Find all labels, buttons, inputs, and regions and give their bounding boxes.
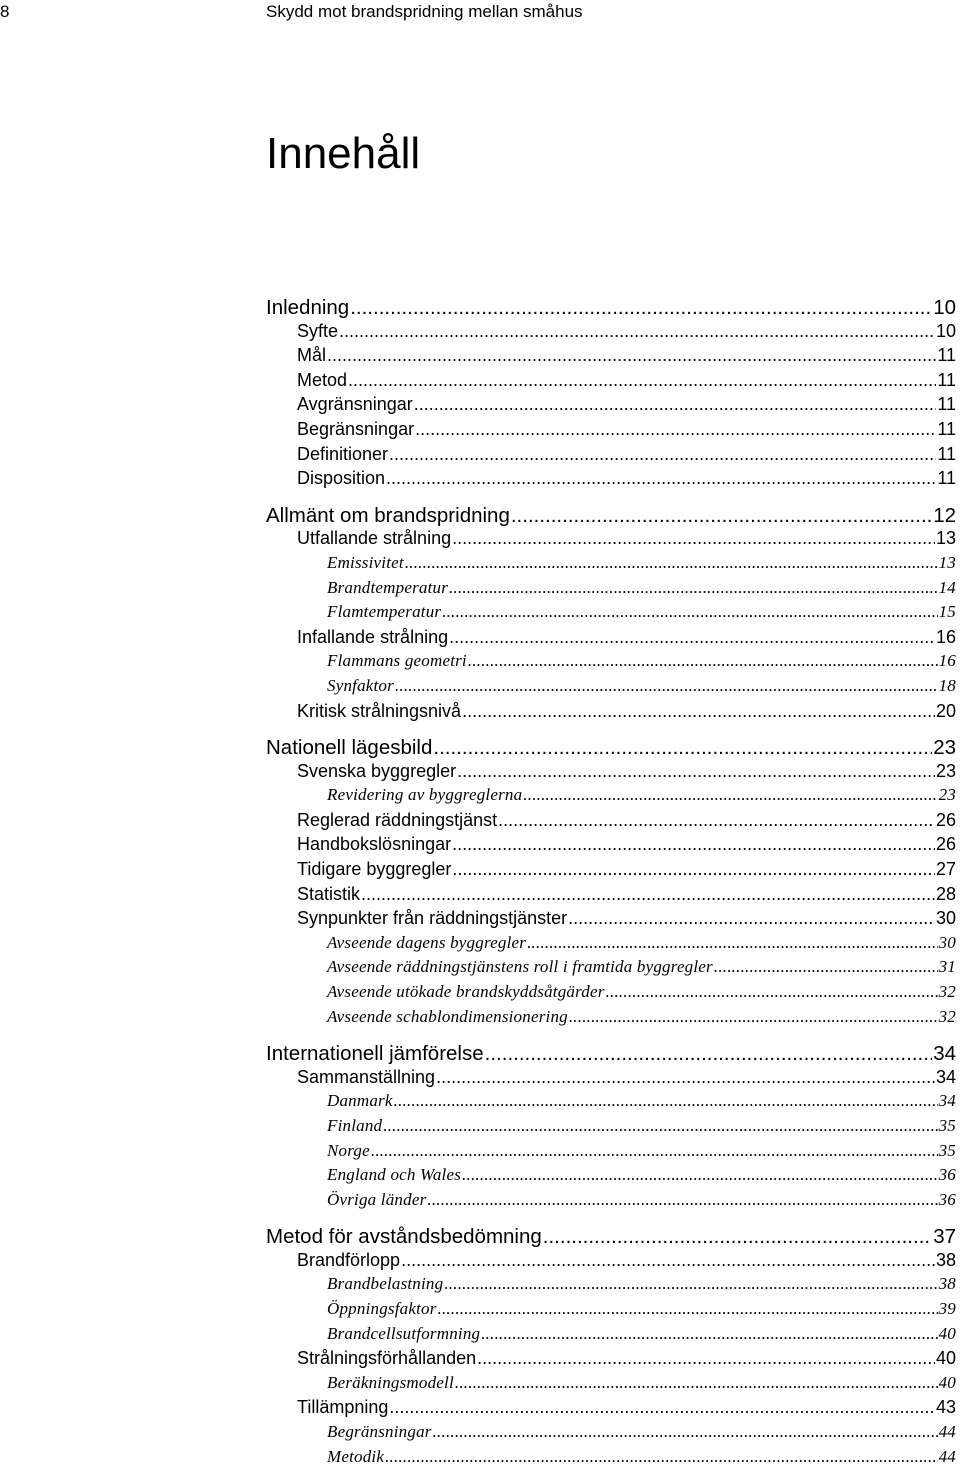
dot-leader bbox=[449, 627, 935, 648]
toc-entry-page-number: 31 bbox=[938, 957, 956, 976]
toc-entry[interactable] bbox=[297, 1250, 956, 1271]
dot-leader bbox=[442, 602, 937, 622]
toc-entry-label: Inledning bbox=[266, 296, 350, 319]
toc-entry-page-number: 10 bbox=[935, 321, 956, 341]
toc-entry[interactable] bbox=[266, 1042, 956, 1066]
toc-entry[interactable] bbox=[327, 676, 956, 696]
toc-entry-page-number: 30 bbox=[935, 908, 956, 928]
toc-entry-page-number: 11 bbox=[937, 345, 956, 365]
dot-leader bbox=[714, 957, 938, 977]
toc-entry-page-number: 39 bbox=[938, 1299, 956, 1318]
toc-entry-page-number: 12 bbox=[933, 504, 956, 527]
dot-leader bbox=[468, 651, 938, 671]
toc-entry[interactable] bbox=[297, 1348, 956, 1369]
toc-entry-page-number: 35 bbox=[938, 1116, 956, 1135]
toc-entry[interactable] bbox=[327, 578, 956, 598]
toc-entry[interactable] bbox=[327, 1190, 956, 1210]
dot-leader bbox=[462, 1165, 938, 1185]
toc-entry[interactable] bbox=[327, 553, 956, 573]
dot-leader bbox=[339, 321, 935, 342]
dot-leader bbox=[395, 676, 938, 696]
dot-leader bbox=[415, 419, 936, 440]
dot-leader bbox=[449, 578, 938, 598]
toc-entry-label: Avseende schablondimensionering bbox=[327, 1007, 568, 1026]
toc-entry-label: Begränsningar bbox=[327, 1422, 432, 1441]
toc-entry-label: Brandtemperatur bbox=[327, 578, 449, 597]
toc-entry-page-number: 32 bbox=[938, 1007, 956, 1026]
toc-entry-label: Synfaktor bbox=[327, 676, 394, 695]
dot-leader bbox=[606, 982, 938, 1002]
toc-entry[interactable] bbox=[327, 785, 956, 805]
toc-entry[interactable] bbox=[327, 957, 956, 977]
toc-entry[interactable] bbox=[297, 908, 956, 929]
toc-entry[interactable] bbox=[297, 394, 956, 415]
dot-leader bbox=[414, 394, 937, 415]
toc-entry-label: Övriga länder bbox=[327, 1190, 427, 1209]
toc-entry-label: Synpunkter från räddningstjänster bbox=[297, 908, 568, 928]
dot-leader bbox=[433, 1422, 938, 1442]
toc-entry-label: Nationell lägesbild bbox=[266, 736, 433, 759]
toc-entry[interactable] bbox=[266, 296, 956, 320]
toc-entry[interactable] bbox=[327, 1447, 956, 1467]
toc-entry-page-number: 23 bbox=[938, 785, 956, 804]
toc-entry-label: Brandbelastning bbox=[327, 1274, 444, 1293]
toc-entry-page-number: 30 bbox=[938, 933, 956, 952]
dot-leader bbox=[498, 810, 935, 831]
toc-entry-label: Brandcellsutformning bbox=[327, 1324, 481, 1343]
toc-entry-page-number: 40 bbox=[938, 1373, 956, 1392]
toc-entry-label: Avseende räddningstjänstens roll i framtida byggregler bbox=[327, 957, 713, 976]
toc-entry-page-number: 37 bbox=[933, 1225, 956, 1248]
toc-entry[interactable] bbox=[297, 370, 956, 391]
toc-entry-page-number: 10 bbox=[933, 296, 956, 319]
toc-entry[interactable] bbox=[297, 1067, 956, 1088]
dot-leader bbox=[389, 1397, 935, 1418]
dot-leader bbox=[455, 1373, 938, 1393]
toc-entry-label: Flamtemperatur bbox=[327, 602, 442, 621]
toc-entry-label: England och Wales bbox=[327, 1165, 462, 1184]
dot-leader bbox=[481, 1324, 937, 1344]
toc-entry-label: Avseende utökade brandskyddsåtgärder bbox=[327, 982, 605, 1001]
toc-entry-label: Reglerad räddningstjänst bbox=[297, 810, 498, 830]
dot-leader bbox=[348, 370, 936, 391]
toc-entry-page-number: 34 bbox=[938, 1091, 956, 1110]
toc-entry[interactable] bbox=[297, 884, 956, 905]
toc-entry-label: Beräkningsmodell bbox=[327, 1373, 454, 1392]
toc-entry-label: Utfallande strålning bbox=[297, 528, 452, 548]
toc-entry-page-number: 38 bbox=[938, 1274, 956, 1293]
toc-entry-label: Flammans geometri bbox=[327, 651, 467, 670]
toc-entry-label: Tillämpning bbox=[297, 1397, 389, 1417]
toc-entry-label: Avgränsningar bbox=[297, 394, 413, 414]
toc-entry-label: Svenska byggregler bbox=[297, 761, 457, 781]
toc-entry[interactable] bbox=[327, 1141, 956, 1161]
toc-entry-page-number: 43 bbox=[935, 1397, 956, 1417]
toc-entry-page-number: 36 bbox=[938, 1165, 956, 1184]
dot-leader bbox=[477, 1348, 935, 1369]
dot-leader bbox=[452, 834, 935, 855]
toc-entry-page-number: 28 bbox=[935, 884, 956, 904]
toc-entry-page-number: 35 bbox=[938, 1141, 956, 1160]
toc-entry-page-number: 26 bbox=[935, 834, 956, 854]
dot-leader bbox=[383, 1116, 937, 1136]
toc-entry-label: Revidering av byggreglerna bbox=[327, 785, 523, 804]
toc-entry-page-number: 13 bbox=[938, 553, 956, 572]
toc-entry-page-number: 11 bbox=[937, 444, 956, 464]
dot-leader bbox=[511, 504, 932, 528]
toc-entry-label: Metod bbox=[297, 370, 348, 390]
toc-entry-page-number: 23 bbox=[935, 761, 956, 781]
toc-entry[interactable] bbox=[297, 761, 956, 782]
toc-entry[interactable] bbox=[327, 1324, 956, 1344]
running-header: Skydd mot brandspridning mellan småhus bbox=[266, 2, 583, 21]
toc-entry-page-number: 40 bbox=[935, 1348, 956, 1368]
toc-entry-page-number: 34 bbox=[933, 1042, 956, 1065]
toc-entry-label: Definitioner bbox=[297, 444, 389, 464]
toc-entry-page-number: 16 bbox=[938, 651, 956, 670]
toc-entry[interactable] bbox=[266, 504, 956, 528]
toc-entry-page-number: 27 bbox=[935, 859, 956, 879]
toc-entry-label: Danmark bbox=[327, 1091, 393, 1110]
toc-entry-label: Statistik bbox=[297, 884, 361, 904]
dot-leader bbox=[386, 468, 936, 489]
dot-leader bbox=[361, 884, 935, 905]
dot-leader bbox=[436, 1067, 935, 1088]
page-title: Innehåll bbox=[266, 129, 421, 178]
dot-leader bbox=[568, 908, 935, 929]
toc-entry[interactable] bbox=[297, 468, 956, 489]
dot-leader bbox=[438, 1299, 938, 1319]
dot-leader bbox=[543, 1225, 932, 1249]
toc-entry[interactable] bbox=[327, 1007, 956, 1027]
toc-entry-page-number: 36 bbox=[938, 1190, 956, 1209]
dot-leader bbox=[527, 933, 938, 953]
toc-entry-page-number: 40 bbox=[938, 1324, 956, 1343]
toc-entry[interactable] bbox=[297, 321, 956, 342]
toc-entry[interactable] bbox=[297, 810, 956, 831]
toc-entry-page-number: 11 bbox=[937, 419, 956, 439]
toc-entry-page-number: 34 bbox=[935, 1067, 956, 1087]
toc-entry[interactable] bbox=[327, 933, 956, 953]
toc-entry[interactable] bbox=[297, 834, 956, 855]
toc-entry-label: Sammanställning bbox=[297, 1067, 436, 1087]
dot-leader bbox=[452, 859, 935, 880]
toc-entry-page-number: 38 bbox=[935, 1250, 956, 1270]
toc-entry[interactable] bbox=[327, 1373, 956, 1393]
toc-entry[interactable] bbox=[297, 419, 956, 440]
toc-entry-page-number: 26 bbox=[935, 810, 956, 830]
toc-entry[interactable] bbox=[297, 627, 956, 648]
toc-entry-page-number: 20 bbox=[935, 701, 956, 721]
toc-entry-label: Avseende dagens byggregler bbox=[327, 933, 527, 952]
toc-entry-label: Infallande strålning bbox=[297, 627, 449, 647]
toc-entry[interactable] bbox=[297, 345, 956, 366]
dot-leader bbox=[350, 296, 932, 320]
dot-leader bbox=[433, 736, 932, 760]
toc-entry-label: Allmänt om brandspridning bbox=[266, 504, 510, 527]
dot-leader bbox=[327, 345, 936, 366]
toc-entry-label: Metodik bbox=[327, 1447, 385, 1466]
dot-leader bbox=[452, 528, 935, 549]
toc-entry-page-number: 15 bbox=[938, 602, 956, 621]
toc-entry-page-number: 44 bbox=[938, 1447, 956, 1466]
dot-leader bbox=[371, 1141, 938, 1161]
dot-leader bbox=[462, 701, 935, 722]
toc-entry-label: Internationell jämförelse bbox=[266, 1042, 484, 1065]
toc-entry-label: Strålningsförhållanden bbox=[297, 1348, 477, 1368]
toc-entry[interactable] bbox=[297, 859, 956, 880]
toc-entry[interactable] bbox=[266, 1225, 956, 1249]
toc-entry[interactable] bbox=[327, 1299, 956, 1319]
toc-entry-page-number: 11 bbox=[937, 370, 956, 390]
toc-entry-page-number: 44 bbox=[938, 1422, 956, 1441]
toc-entry-label: Öppningsfaktor bbox=[327, 1299, 437, 1318]
dot-leader bbox=[485, 1042, 933, 1066]
dot-leader bbox=[457, 761, 935, 782]
toc-entry-label: Syfte bbox=[297, 321, 339, 341]
dot-leader bbox=[427, 1190, 937, 1210]
toc-entry[interactable] bbox=[327, 1091, 956, 1111]
toc-entry[interactable] bbox=[297, 528, 956, 549]
toc-entry-label: Tidigare byggregler bbox=[297, 859, 452, 879]
toc-entry-page-number: 13 bbox=[935, 528, 956, 548]
toc-entry-label: Emissivitet bbox=[327, 553, 404, 572]
toc-entry[interactable] bbox=[327, 602, 956, 622]
dot-leader bbox=[401, 1250, 935, 1271]
toc-entry-label: Disposition bbox=[297, 468, 386, 488]
toc-entry-label: Norge bbox=[327, 1141, 370, 1160]
page-number: 8 bbox=[0, 2, 10, 21]
toc-entry-page-number: 14 bbox=[938, 578, 956, 597]
toc-entry-page-number: 16 bbox=[935, 627, 956, 647]
toc-entry-label: Begränsningar bbox=[297, 419, 415, 439]
dot-leader bbox=[569, 1007, 938, 1027]
toc-entry[interactable] bbox=[297, 1397, 956, 1418]
toc-entry[interactable] bbox=[327, 651, 956, 671]
toc-entry-label: Handbokslösningar bbox=[297, 834, 452, 854]
toc-entry[interactable] bbox=[327, 1422, 956, 1442]
toc-entry[interactable] bbox=[297, 444, 956, 465]
dot-leader bbox=[394, 1091, 938, 1111]
dot-leader bbox=[405, 553, 938, 573]
toc-entry-label: Mål bbox=[297, 345, 327, 365]
toc-entry-label: Kritisk strålningsnivå bbox=[297, 701, 462, 721]
dot-leader bbox=[385, 1447, 937, 1467]
toc-entry[interactable] bbox=[327, 1274, 956, 1294]
toc-entry[interactable] bbox=[327, 982, 956, 1002]
toc-entry[interactable] bbox=[327, 1165, 956, 1185]
toc-entry-label: Finland bbox=[327, 1116, 383, 1135]
toc-entry-page-number: 11 bbox=[937, 394, 956, 414]
dot-leader bbox=[523, 785, 937, 805]
toc-entry-page-number: 11 bbox=[937, 468, 956, 488]
toc-entry-page-number: 18 bbox=[938, 676, 956, 695]
toc-entry-label: Brandförlopp bbox=[297, 1250, 401, 1270]
toc-entry[interactable] bbox=[327, 1116, 956, 1136]
toc-entry[interactable] bbox=[297, 701, 956, 722]
toc-entry-page-number: 23 bbox=[933, 736, 956, 759]
dot-leader bbox=[389, 444, 936, 465]
toc-entry-page-number: 32 bbox=[938, 982, 956, 1001]
toc-entry-label: Metod för avståndsbedömning bbox=[266, 1225, 542, 1248]
toc-entry[interactable] bbox=[266, 736, 956, 760]
dot-leader bbox=[444, 1274, 937, 1294]
